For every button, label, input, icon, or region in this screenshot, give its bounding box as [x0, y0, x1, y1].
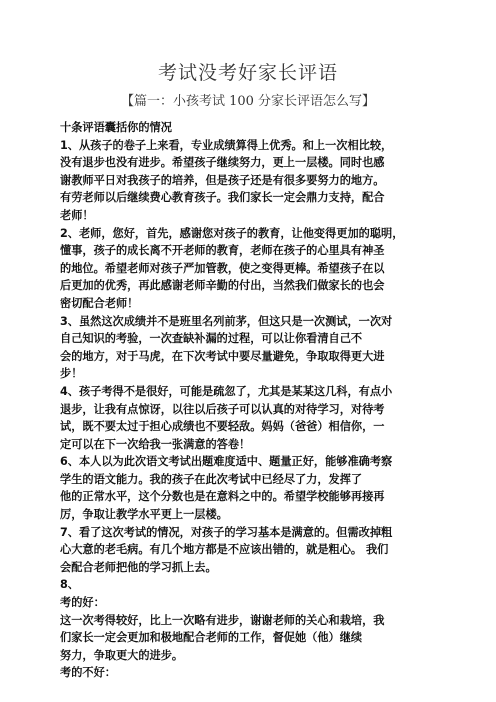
body-line: 3、虽然这次成绩并不是班里名列前茅，但这只是一次测试，一次对 — [60, 314, 393, 328]
body-text — [60, 119, 440, 682]
body-line: 6、本人以为此次语文考试出题难度适中、题量正好，能够准确考察 — [60, 455, 393, 469]
body-line: 老师！ — [60, 208, 94, 222]
body-line: 退步，让我有点惊讶，以往以后孩子可以认真的对待学习，对待考 — [60, 402, 385, 416]
body-line: 考的好： — [60, 596, 105, 610]
body-line: 8、 — [60, 578, 79, 592]
body-line: 自己知识的考验，一次查缺补漏的过程，可以让你看清自己不 — [60, 332, 363, 346]
page-subtitle: 【篇一：小孩考试 100 分家长评语怎么写】 — [120, 94, 376, 109]
page-title: 考试没考好家长评语 — [157, 62, 338, 84]
body-line: 2、老师，您好，首先，感谢您对孩子的教育，让他变得更加的聪明， — [60, 226, 404, 240]
body-line: 十条评语囊括你的情况 — [60, 121, 172, 134]
body-line: 会的地方，对于马虎，在下次考试中要尽量避免，争取取得更大进 — [60, 349, 385, 363]
body-line: 的地位。希望老师对孩子严加管教，使之变得更棒。希望孩子在以 — [60, 261, 385, 275]
body-line: 定可以在下一次给我一张满意的答卷！ — [60, 437, 251, 451]
body-line: 们家长一定会更加和极地配合老师的工作，督促她（他）继续 — [60, 631, 363, 645]
body-line: 会配合老师把他的学习抓上去。 — [60, 560, 217, 574]
body-line: 懂事，孩子的成长离不开老师的教育，老师在孩子的心里具有神圣 — [60, 244, 385, 258]
body-line: 4、孩子考得不是很好，可能是疏忽了，尤其是某某这几科，有点小 — [60, 384, 393, 398]
body-line: 后更加的优秀，再此感谢老师辛勤的付出，当然我们做家长的也会 — [60, 279, 385, 293]
body-line: 没有退步也没有进步。希望孩子继续努力，更上一层楼。同时也感 — [60, 156, 385, 170]
body-line: 考的不好： — [60, 666, 116, 680]
body-line: 谢教师平日对我孩子的培养，但是孩子还是有很多要努力的地方。 — [60, 173, 385, 187]
body-line: 努力，争取更大的进步。 — [60, 648, 184, 662]
body-line: 密切配合老师！ — [60, 296, 139, 310]
body-line: 厉，争取让教学水平更上一层楼。 — [60, 508, 228, 522]
body-line: 心大意的老毛病。有几个地方都是不应该出错的，就是粗心。 我们 — [60, 543, 389, 557]
body-line: 1、从孩子的卷子上来看，专业成绩算得上优秀。和上一次相比较， — [60, 138, 393, 152]
body-line: 7、看了这次考试的情况，对孩子的学习基本是满意的。但需改掉粗 — [60, 525, 393, 539]
body-line: 试，既不要太过于担心成绩也不要轻敌。妈妈（爸爸）相信你，一 — [60, 420, 385, 434]
body-line: 这一次考得较好，比上一次略有进步，谢谢老师的关心和栽培，我 — [60, 613, 385, 627]
body-line: 有劳老师以后继续费心教育孩子。我们家长一定会鼎力支持，配合 — [60, 191, 385, 205]
body-line: 他的正常水平，这个分数也是在意料之中的。希望学校能够再接再 — [60, 490, 385, 504]
body-line: 步！ — [60, 367, 83, 381]
body-line: 学生的语文能力。我的孩子在此次考试中已经尽了力，发挥了 — [60, 472, 363, 486]
